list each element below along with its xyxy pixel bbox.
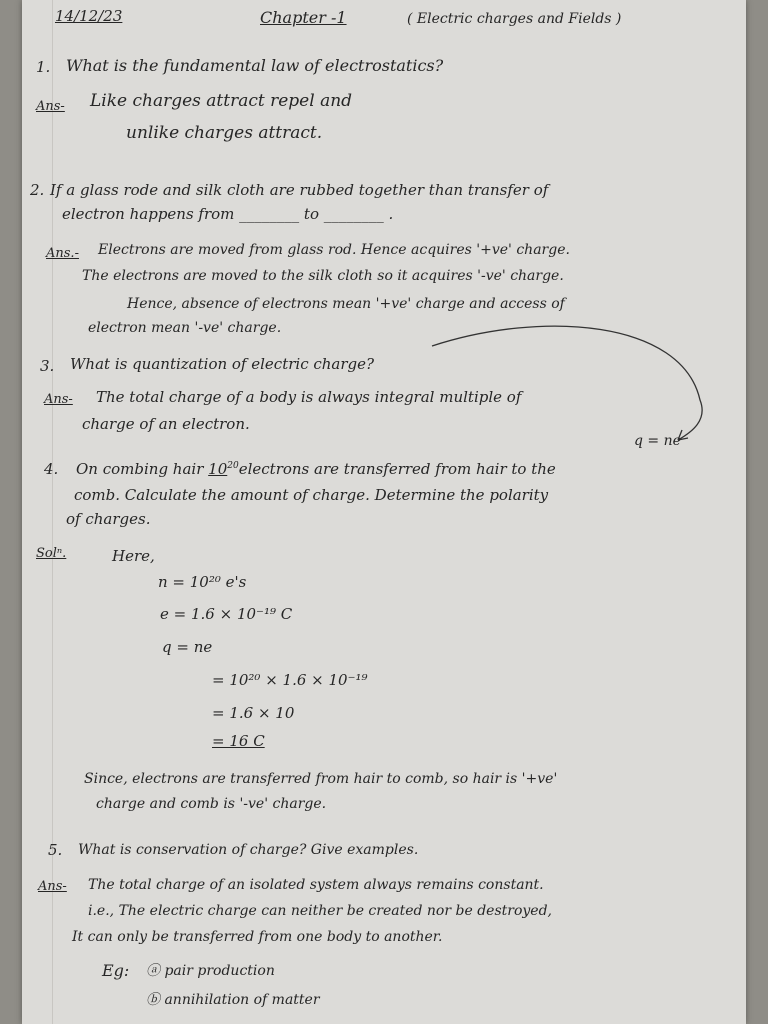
q4-step-1: n = 10²⁰ e's (158, 573, 247, 591)
q5-answer-line2: i.e., The electric charge can neither be created nor be destroyed, (88, 903, 552, 919)
q5-example-1: ⓐ pair production (146, 963, 275, 979)
q3-question: What is quantization of electric charge? (70, 355, 375, 373)
q4-conclusion-line2: charge and comb is '-ve' charge. (96, 796, 327, 812)
q5-question: What is conservation of charge? Give examples. (78, 842, 419, 858)
formula-note: q = ne (634, 433, 681, 449)
q4-step-5: = 1.6 × 10 (212, 704, 295, 722)
q4-question-post: electrons are transferred from hair to the (238, 460, 556, 478)
q4-step-2: e = 1.6 × 10⁻¹⁹ C (160, 605, 293, 623)
q2-ans-label: Ans.- (46, 246, 79, 261)
q1-answer-line2: unlike charges attract. (126, 123, 323, 143)
q4-question-line2: comb. Calculate the amount of charge. Determine the polarity (74, 486, 549, 504)
q4-question-line3: of charges. (66, 510, 151, 528)
date: 14/12/23 (55, 7, 123, 25)
q2-answer-line1: Electrons are moved from glass rod. Hence acquires '+ve' charge. (98, 242, 570, 258)
q4-question-line1 (76, 462, 556, 477)
q4-step-4: = 10²⁰ × 1.6 × 10⁻¹⁹ (212, 671, 368, 689)
q4-question-base: 10 (208, 460, 228, 478)
chapter-title: Chapter -1 (260, 8, 347, 27)
q1-ans-label: Ans- (36, 99, 65, 114)
q1-question: What is the fundamental law of electrostatics? (66, 56, 444, 75)
q2-answer-line2: The electrons are moved to the silk cloth so it acquires '-ve' charge. (82, 268, 564, 284)
q5-ans-label: Ans- (38, 879, 67, 894)
q4-number: 4. (44, 460, 59, 478)
annotation-arrow (22, 0, 746, 480)
q5-answer-line1: The total charge of an isolated system always remains constant. (88, 877, 544, 893)
q5-example-2: ⓑ annihilation of matter (146, 992, 320, 1008)
q4-step-3: q = ne (162, 638, 213, 656)
q4-here: Here, (112, 547, 155, 565)
q4-sol-label: Solⁿ. (36, 546, 67, 561)
notebook-page (22, 0, 746, 1024)
q2-answer-line4: electron mean '-ve' charge. (88, 320, 282, 336)
q3-number: 3. (40, 357, 55, 375)
q5-eg-label: Eg: (102, 961, 130, 980)
q1-number: 1. (36, 58, 51, 76)
q4-question-pre: On combing hair (76, 460, 204, 478)
q3-ans-label: Ans- (44, 392, 73, 407)
q5-answer-line3: It can only be transferred from one body to another. (72, 929, 443, 945)
q4-conclusion-line1: Since, electrons are transferred from hair to comb, so hair is '+ve' (84, 771, 558, 787)
q4-step-6: = 16 C (212, 732, 265, 750)
q2-question-line2: electron happens from ________ to ________ . (62, 205, 394, 223)
q4-question-exp: 20 (227, 461, 239, 471)
q3-answer-line2: charge of an electron. (82, 415, 250, 433)
q2-answer-line3: Hence, absence of electrons mean '+ve' charge and access of (127, 296, 565, 312)
q1-answer-line1: Like charges attract repel and (90, 91, 353, 111)
q2-number: 2. (30, 181, 45, 199)
q2-question-line1: If a glass rode and silk cloth are rubbed together than transfer of (50, 181, 549, 199)
q5-number: 5. (48, 841, 63, 859)
q3-answer-line1: The total charge of a body is always integral multiple of (96, 388, 522, 406)
chapter-topic: ( Electric charges and Fields ) (407, 11, 622, 27)
